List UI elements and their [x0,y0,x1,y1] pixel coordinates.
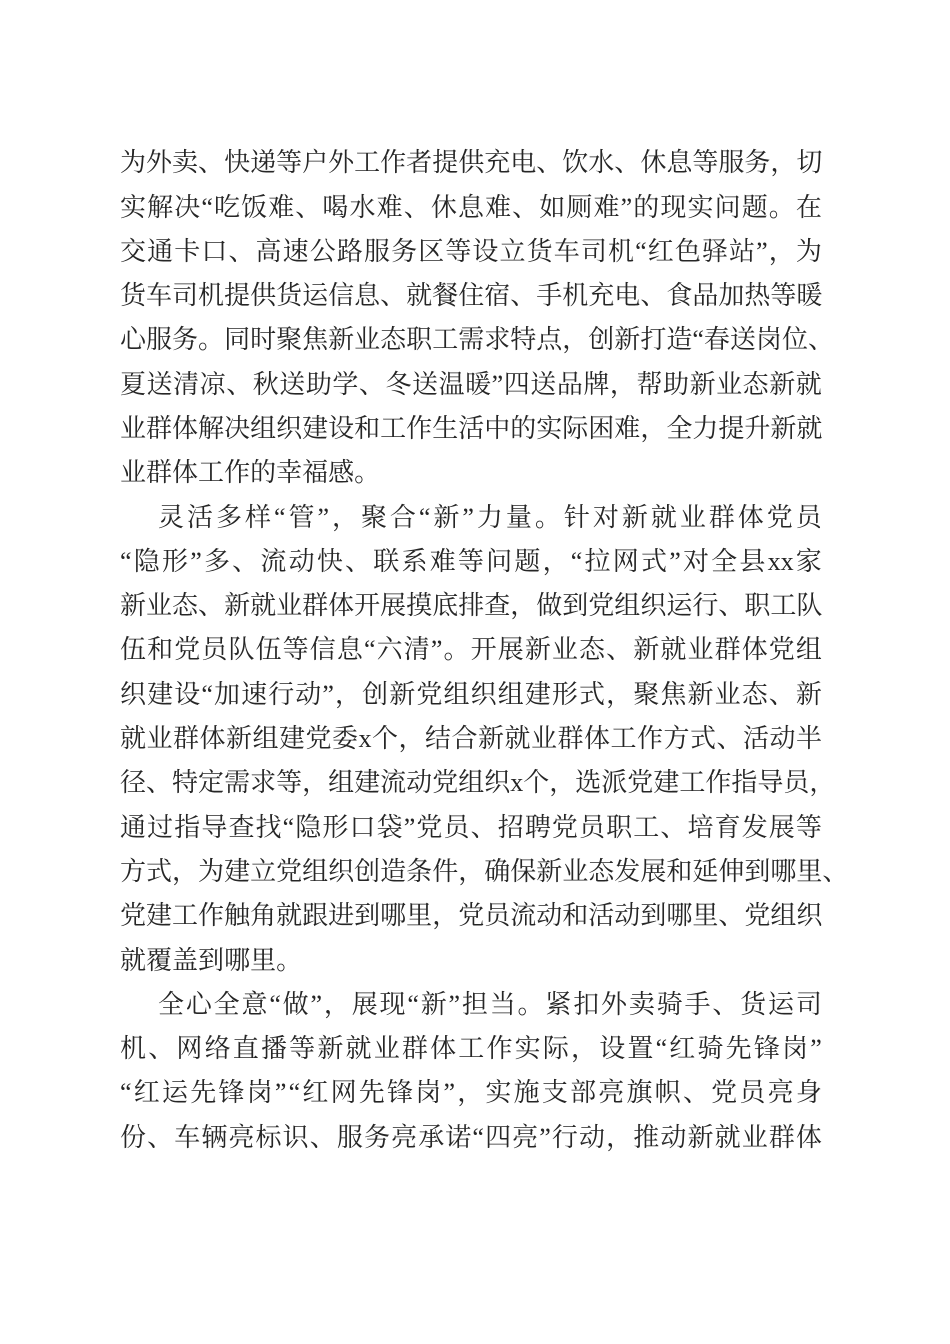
text-line: 份 、 车 辆 亮 标 识 、 服 务 亮 承 诺 “ 四 亮 ” 行 动 ， 推 动 新 就 业 群 体 [120,1122,822,1152]
text-line: 伍 和 党 员 队 伍 等 信 息 “ 六 清 ” 。 开 展 新 业 态 、 新 就 业 群 体 党 组 [120,635,822,665]
text-line: 机 、 网 络 直 播 等 新 就 业 群 体 工 作 实 际 ， 设 置 “ 红 骑 先 锋 岗 ” [120,1034,822,1064]
text-line: “ 隐 形 ” 多 、 流 动 快 、 联 系 难 等 问 题 ， “ 拉 网 式 ” 对 全 县 xx 家 [120,546,822,576]
text-line: 实 解 决 “ 吃 饭 难 、 喝 水 难 、 休 息 难 、 如 厕 难 ” 的 现 实 问 题 。 在 [120,192,822,222]
text-line: 货 车 司 机 提 供 货 运 信 息 、 就 餐 住 宿 、 手 机 充 电 、 食 品 加 热 等 暖 [120,281,823,311]
text-line: 方 式 ， 为 建 立 党 组 织 创 造 条 件 ， 确 保 新 业 态 发 展 和 延 伸 到 哪 里 、 [120,856,849,886]
text-line: 就 覆 盖 到 哪 里 。 [120,945,303,975]
text-line: 党 建 工 作 触 角 就 跟 进 到 哪 里 ， 党 员 流 动 和 活 动 到 哪 里 、 党 组 织 [120,901,823,931]
text-line: 心 服 务 。 同 时 聚 焦 新 业 态 职 工 需 求 特 点 ， 创 新 打 造 “ 春 送 岗 位 、 [120,325,834,355]
text-line: 业 群 体 解 决 组 织 建 设 和 工 作 生 活 中 的 实 际 困 难 ， 全 力 提 升 新 就 [120,413,823,443]
text-line: “ 红 运 先 锋 岗 ” “ 红 网 先 锋 岗 ” ， 实 施 支 部 亮 旗 帜 、 党 员 亮 身 [120,1078,822,1108]
text-line: 织 建 设 “ 加 速 行 动 ” ， 创 新 党 组 织 组 建 形 式 ， 聚 焦 新 业 态 、 新 [120,679,822,709]
text-line: 新 业 态 、 新 就 业 群 体 开 展 摸 底 排 查 ， 做 到 党 组 织 运 行 、 职 工 队 [120,591,823,621]
text-line: 为 外 卖 、 快 递 等 户 外 工 作 者 提 供 充 电 、 饮 水 、 休 息 等 服 务 ， 切 [120,148,823,178]
text-line: 灵 活 多 样 “ 管 ” ， 聚 合 “ 新 ” 力 量 。 针 对 新 就 业 群 体 党 员 [158,502,822,532]
text-line: 径 、 特 定 需 求 等 ， 组 建 流 动 党 组 织 x 个 ， 选 派 党 建 工 作 指 导 员 ， [120,768,836,798]
text-line: 全 心 全 意 “ 做 ” ， 展 现 “ 新 ” 担 当 。 紧 扣 外 卖 骑 手 、 货 运 司 [158,989,822,1019]
text-line: 夏 送 清 凉 、 秋 送 助 学 、 冬 送 温 暖 ” 四 送 品 牌 ， 帮 助 新 业 态 新 就 [120,369,822,399]
text-line: 交 通 卡 口 、 高 速 公 路 服 务 区 等 设 立 货 车 司 机 “ 红 色 驿 站 ” ， 为 [120,236,822,266]
text-line: 就 业 群 体 新 组 建 党 委 x 个 ， 结 合 新 就 业 群 体 工 作 方 式 、 活 动 半 [120,724,822,754]
document-text-block [120,141,849,1160]
text-line: 业 群 体 工 作 的 幸 福 感 。 [120,458,381,488]
text-line: 通 过 指 导 查 找 “ 隐 形 口 袋 ” 党 员 、 招 聘 党 员 职 工 、 培 育 发 展 等 [120,812,822,842]
